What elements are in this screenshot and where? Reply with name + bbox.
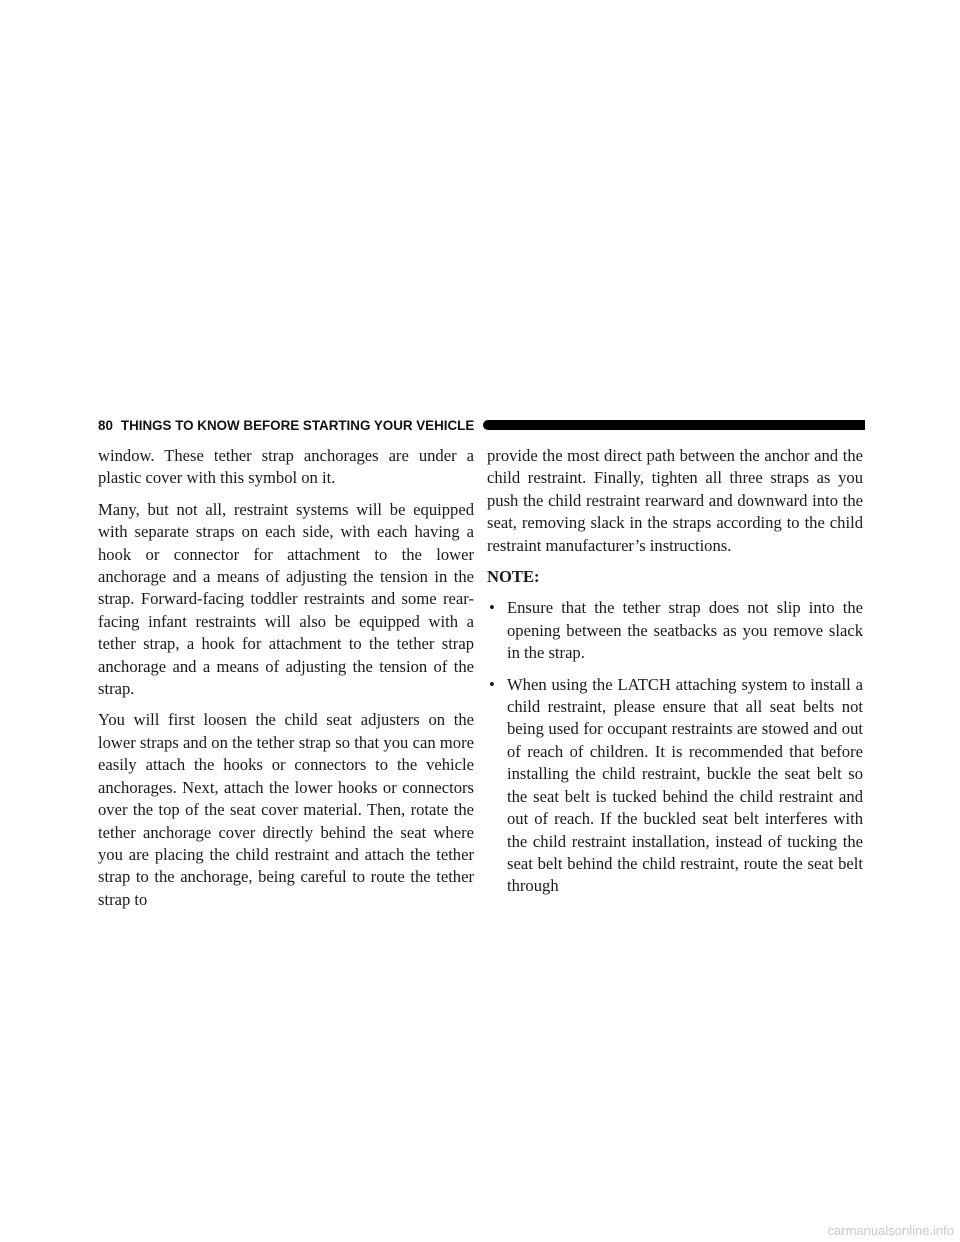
paragraph-tighten-straps: provide the most direct path between the anchor and the child restraint. Finally, tighten all three straps as you push the child restraint rearward and downward into the seat, removing slack in the straps according to the child restraint manufacturer’s instructions. (487, 446, 863, 555)
paragraph-restraint-straps: Many, but not all, restraint systems will be equipped with separate straps on each side, with each having a hook or connector for attachment to the lower anchorage and a means of adjusting the tension in the strap. Forward-facing toddler restraints and some rear-facing infant restraints will also be equipped with a tether strap, a hook for attachment to the tether strap anchorage and a means of adjusting the tension of the strap. (98, 499, 474, 699)
bullet-text: Ensure that the tether strap does not slip into the opening between the seatbacks as you remove slack in the strap. (507, 598, 863, 663)
section-title: THINGS TO KNOW BEFORE STARTING YOUR VEHICLE (120, 417, 475, 433)
note-bullet-item (487, 597, 863, 664)
bullet-text: When using the LATCH attaching system to install a child restraint, please ensure that all seat belts not being used for occupant restraints are stowed and out of reach of children. It is recommended that before installing the child restraint, buckle the seat belt so the seat belt is tucked behind the child restraint and out of reach. If the buckled seat belt interferes with the child restraint installation, instead of tucking the seat belt behind the child restraint, route the seat belt through (507, 674, 863, 896)
paragraph-tether-anchorages: window. These tether strap anchorages are under a plastic cover with this symbol on it. (98, 446, 474, 488)
paragraph-installation-steps: You will first loosen the child seat adjusters on the lower straps and on the tether strap so that you can more easily attach the hooks or connectors to the vehicle anchorages. Next, attach the lower hooks or connectors over the top of the seat cover material. Then, rotate the tether anchorage cover directly behind the seat where you are placing the child restraint and attach the tether strap to the anchorage, being careful to route the tether strap to (98, 710, 474, 909)
note-label: NOTE: (487, 567, 540, 587)
note-bullet-item (487, 674, 863, 898)
left-column (98, 445, 474, 920)
bullet-icon: • (489, 674, 495, 694)
footer-watermark: carmanualsonline.info (827, 1223, 954, 1238)
header-rule-bar (483, 420, 865, 430)
page-number: 80 (98, 417, 113, 433)
bullet-icon: • (489, 598, 495, 618)
page-header (98, 415, 865, 435)
right-column (487, 445, 863, 907)
